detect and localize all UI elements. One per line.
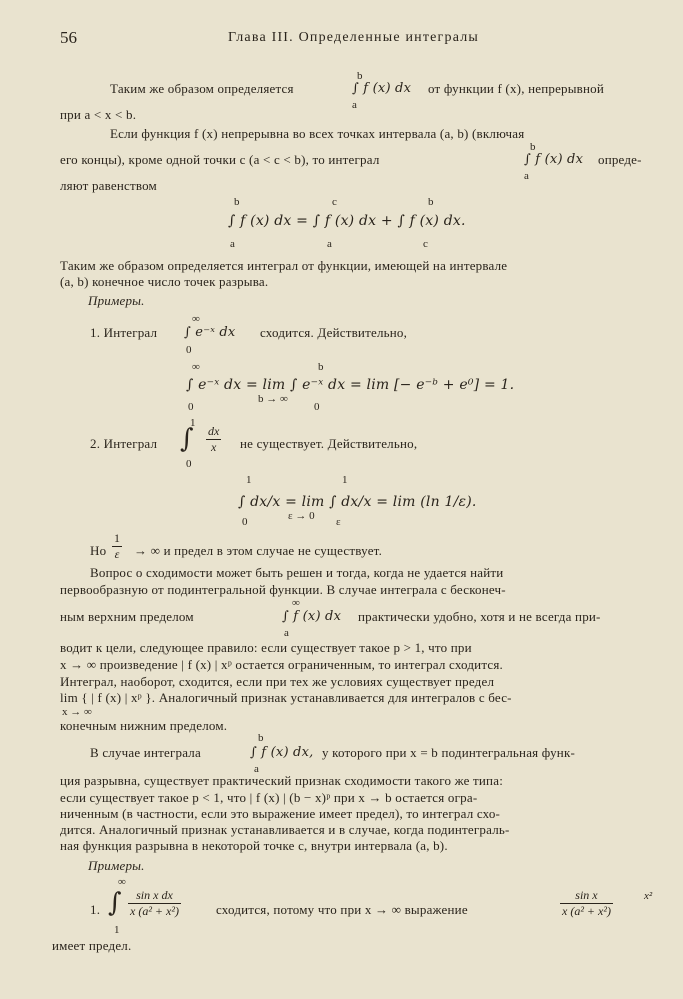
text-line: при a < x < b.	[60, 107, 137, 122]
fraction: $\frac{1}{\varepsilon}$	[114, 531, 120, 561]
eq-limit: 1	[246, 474, 252, 486]
text-line: Интеграл, наоборот, сходится, если при тех же условиях существует предел	[60, 674, 495, 689]
text-line: водит к цели, следующее правило: если существует такое p > 1, что при	[60, 640, 472, 655]
display-equation: ∫ f (x) dx = ∫ f (x) dx + ∫ f (x) dx.	[228, 213, 466, 229]
eq-sub: b → ∞	[258, 393, 288, 405]
int-upper-limit: ∞	[192, 313, 200, 325]
text-line: имеет предел.	[52, 938, 132, 953]
text-line: конечным нижним пределом.	[60, 718, 228, 733]
eq-limit: 1	[342, 474, 348, 486]
page-number: 56	[60, 28, 77, 47]
text-line: Вопрос о сходимости может быть решен и тогда, когда не удается найти	[90, 565, 504, 580]
text-line: если существует такое p < 1, что | f (x) | (b − x)ᵖ при x → b остается огра-	[60, 790, 478, 805]
eq-limit: ε	[336, 516, 341, 528]
int-lower-limit: 1	[114, 924, 120, 936]
exponent: x²	[644, 890, 653, 902]
section-heading: Примеры.	[88, 858, 145, 873]
int-lower-limit: a	[352, 99, 357, 111]
eq-limit: a	[327, 238, 332, 250]
display-equation: ∫ dx/x = lim ∫ dx/x = lim (ln 1/ε).	[238, 494, 477, 510]
chapter-title: Глава III. Определенные интегралы	[228, 30, 480, 45]
text-line: Если функция f (x) непрерывна во всех точках интервала (a, b) (включая	[110, 126, 525, 141]
text-line: опреде-	[598, 152, 642, 167]
text-line: ниченным (в частности, если это выражение имеет предел), то интеграл схо-	[60, 806, 501, 821]
text-line: от функции f (x), непрерывной	[428, 81, 605, 96]
eq-limit: a	[230, 238, 235, 250]
integral-inline: ∫ f (x) dx	[524, 152, 584, 167]
text-line: 2. Интеграл	[90, 436, 158, 451]
text-line: дится. Аналогичный признак устанавливается и в случае, когда подинтеграль-	[60, 822, 510, 837]
text-line: не существует. Действительно,	[240, 436, 418, 451]
text-line: ным верхним пределом	[60, 609, 194, 624]
section-heading: Примеры.	[88, 293, 145, 308]
fraction: $\frac{\text{sin x}}{\text{x (a² + x²)}}$	[562, 888, 611, 918]
eq-sub: x → ∞	[62, 706, 92, 718]
int-lower-limit: a	[254, 763, 259, 775]
text-line: x → ∞ произведение | f (x) | xᵖ остается ограниченным, то интеграл сходится.	[60, 657, 503, 672]
int-upper-limit: 1	[190, 417, 196, 429]
integral-sign: ∫	[180, 424, 194, 454]
eq-limit: b	[234, 196, 240, 208]
text-line: ляют равенством	[60, 178, 157, 193]
fraction: $\frac{dx}{x}$	[208, 424, 220, 454]
eq-sub: ε → 0	[288, 510, 315, 522]
display-equation: ∫ e⁻ˣ dx = lim ∫ e⁻ˣ dx = lim [− e⁻ᵇ + e⁰] = 1.	[186, 377, 515, 393]
integral-inline: ∫ f (x) dx	[352, 81, 412, 96]
int-upper-limit: b	[258, 732, 264, 744]
int-upper-limit: ∞	[292, 597, 300, 609]
eq-limit: 0	[242, 516, 248, 528]
int-lower-limit: a	[284, 627, 289, 639]
text-line: (a, b) конечное число точек разрыва.	[60, 274, 269, 289]
eq-limit: 0	[314, 401, 320, 413]
text-line: Таким же образом определяется интеграл от функции, имеющей на интервале	[60, 258, 508, 273]
text-line: Но	[90, 543, 107, 558]
text-line: 1. Интеграл	[90, 325, 158, 340]
eq-limit: ∞	[192, 361, 200, 373]
integral-inline: ∫ f (x) dx,	[250, 745, 314, 760]
integral-inline: ∫ f (x) dx	[282, 609, 342, 624]
eq-limit: 0	[188, 401, 194, 413]
text-line: 1.	[90, 902, 101, 917]
text-line: практически удобно, хотя и не всегда при-	[358, 609, 601, 624]
eq-limit: b	[428, 196, 434, 208]
integral-inline: ∫ e⁻ˣ dx	[184, 325, 236, 340]
eq-limit: c	[423, 238, 428, 250]
int-upper-limit: ∞	[118, 876, 126, 888]
int-lower-limit: a	[524, 170, 529, 182]
integral-sign: ∫	[108, 888, 122, 918]
text-line: В случае интеграла	[90, 745, 201, 760]
text-line: Таким же образом определяется	[110, 81, 294, 96]
text-line: ция разрывна, существует практический признак сходимости такого же типа:	[60, 773, 503, 788]
text-line: сходится. Действительно,	[260, 325, 408, 340]
eq-limit: c	[332, 196, 337, 208]
page-header	[60, 28, 660, 50]
eq-limit: b	[318, 361, 324, 373]
text-line: сходится, потому что при x → ∞ выражение	[216, 902, 468, 917]
int-lower-limit: 0	[186, 344, 192, 356]
int-upper-limit: b	[530, 141, 536, 153]
text-line: → ∞ и предел в этом случае не существует.	[134, 543, 383, 558]
int-lower-limit: 0	[186, 458, 192, 470]
fraction: $\frac{\text{sin x dx}}{\text{x (a² + x²)}}$	[130, 888, 179, 918]
text-line: первообразную от подинтегральной функции. В случае интеграла с бесконеч-	[60, 582, 506, 597]
text-line: lim { | f (x) | xᵖ }. Аналогичный признак устанавливается для интегралов с бес-	[60, 690, 512, 705]
text-line: у которого при x = b подинтегральная функ-	[322, 745, 576, 760]
text-line: ная функция разрывна в некоторой точке c, внутри интервала (a, b).	[60, 838, 448, 853]
int-upper-limit: b	[357, 70, 363, 82]
text-line: его концы), кроме одной точки c (a < c < b), то интеграл	[60, 152, 380, 167]
